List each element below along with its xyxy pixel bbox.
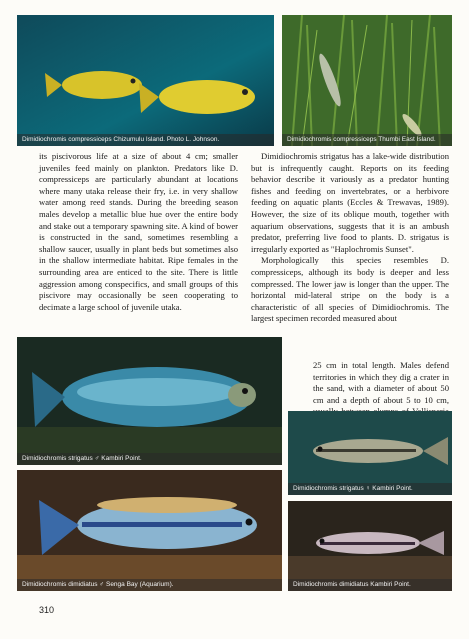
- photo-caption: Dimidiochromis dimidiatus Kambiri Point.: [288, 579, 452, 591]
- photo-strigatus-male: [17, 337, 282, 465]
- photo-compressiceps-plants: [282, 15, 452, 146]
- paragraph: Dimidiochromis strigatus has a lake-wide distribution but is infrequently caught. Reports on its feeding behavior describe it variously as a predator hunting fishes and feeding on invertebrates, or a herbivore feeding on aquatic plants (Eccles & Trewavas, 1989). However, the size of its oblique mouth, together with aquarium observations, suggests that it is an ambush predator, preferring live food to plants. D. strigatus is irregularly exported as "Haplochromis Sunset".: [251, 151, 449, 254]
- paragraph: Morphologically this species resembles D. compressiceps, although its body is deeper and less compressed. The lower jaw is longer than the upper. The horizontal mid-lateral stripe on the body is a characteristic of all species of Dimidiochromis. The largest specimen recorded measured about: [251, 255, 449, 324]
- photo-compressiceps-yellow: [17, 15, 274, 146]
- body-text-left-column: [39, 151, 238, 313]
- photo-dimidiatus-image: [288, 501, 452, 591]
- photo-caption: Dimidiochromis dimidiatus ♂ Senga Bay (Aquarium).: [17, 579, 282, 591]
- paragraph: 25 cm in total length. Males defend territories in which they dig a crater in the sand, with a diameter of about 50 cm and a depth of about 5 to 10 cm,: [313, 360, 449, 405]
- photo-dimidiatus-male: [17, 470, 282, 591]
- photo-caption: Dimidiochromis strigatus ♂ Kambiri Point.: [17, 453, 282, 465]
- photo-compressiceps-plants-image: [282, 15, 452, 146]
- photo-strigatus-female: [288, 411, 452, 495]
- photo-caption: Dimidiochromis compressiceps Chizumulu Island. Photo L. Johnson.: [17, 134, 274, 146]
- paragraph: its piscivorous life at a size of about 4 cm; smaller juveniles feed mainly on plankton. Predators like D. compressiceps are particularly abundant at locations where many utaka release their fry, i.e. in very shallow water among reed stands. During the breeding season males develop a metallic blue hue over the entire body and stake out a temporary spawning site. A kind of bower is constructed in the sand, sometimes resembling a shallow saucer, usually in plant beds but sometimes also in the shallow intermediate habitat. Ripe females in the surrounding area are enticed to the site. There is little aggression among conspecifics, and small groups of this piscivore may occasionally be seen cooperating to decimate a large school of juvenile utaka.: [39, 151, 238, 312]
- page-number: 310: [39, 605, 55, 615]
- photo-dimidiatus-male-image: [17, 470, 282, 591]
- photo-dimidiatus: [288, 501, 452, 591]
- photo-caption: Dimidiochromis compressiceps Thumbi East Island.: [282, 134, 452, 146]
- photo-caption: Dimidiochromis strigatus ♀ Kambiri Point.: [288, 483, 452, 495]
- photo-compressiceps-yellow-image: [17, 15, 274, 146]
- photo-strigatus-male-image: [17, 337, 282, 465]
- body-text-right-column: [251, 151, 449, 325]
